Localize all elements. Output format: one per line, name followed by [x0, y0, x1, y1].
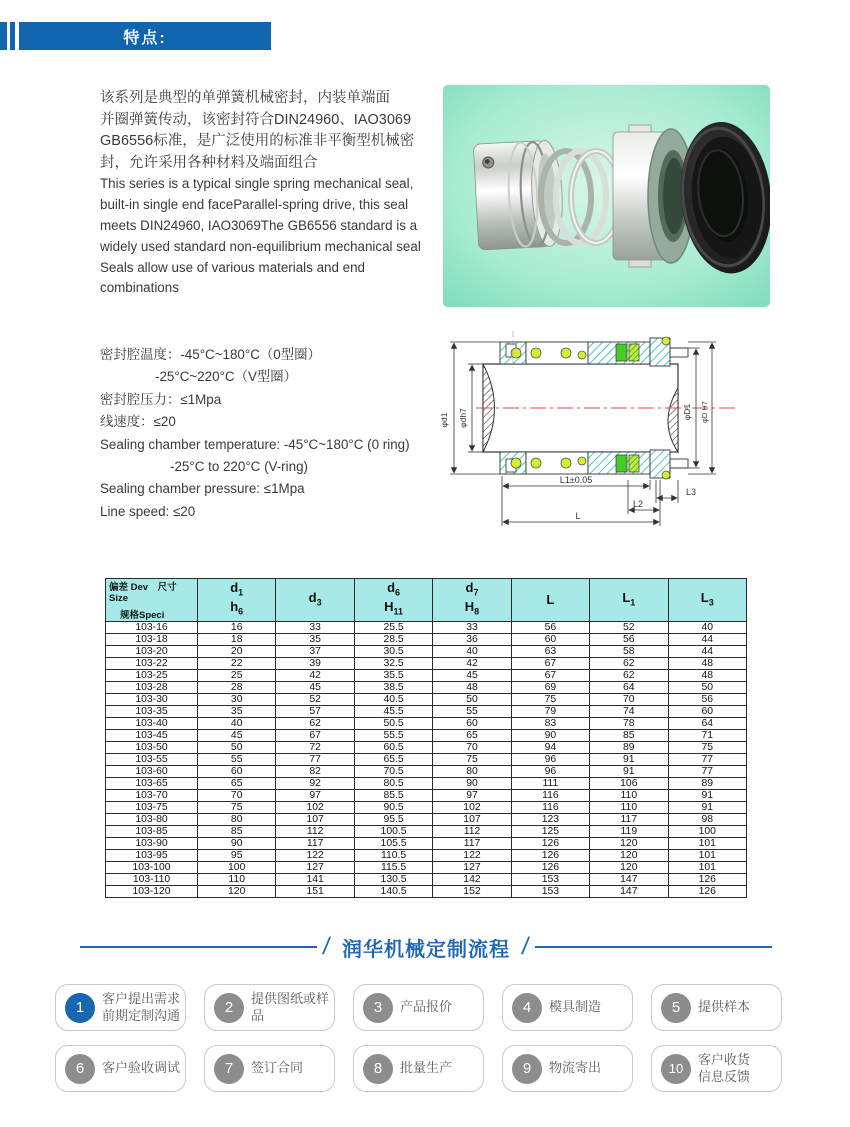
table-cell: 35.5 — [354, 670, 432, 682]
step-number-badge: 10 — [661, 1054, 691, 1084]
diagram-seal-bottom — [500, 450, 688, 479]
table-cell: 95 — [198, 850, 276, 862]
table-cell: 103-45 — [106, 730, 198, 742]
table-cell: 39 — [276, 658, 354, 670]
table-cell: 103-30 — [106, 694, 198, 706]
table-cell: 127 — [276, 862, 354, 874]
process-step-row-2 — [55, 1045, 782, 1092]
table-cell: 100.5 — [354, 826, 432, 838]
table-cell: 91 — [668, 802, 746, 814]
table-row — [106, 682, 747, 694]
table-cell: 30.5 — [354, 646, 432, 658]
process-step-7 — [204, 1045, 335, 1092]
table-row — [106, 634, 747, 646]
table-cell: 77 — [668, 754, 746, 766]
table-cell: 153 — [511, 874, 589, 886]
spec-line: Sealing chamber pressure: ≤1Mpa — [100, 481, 305, 497]
table-cell: 103-40 — [106, 718, 198, 730]
size-table — [105, 578, 747, 898]
svg-text:φD1: φD1 — [682, 403, 692, 421]
table-cell: 117 — [590, 814, 668, 826]
table-cell: 65.5 — [354, 754, 432, 766]
table-cell: 103-75 — [106, 802, 198, 814]
table-cell: 32.5 — [354, 658, 432, 670]
table-row — [106, 754, 747, 766]
description-zh-line: 封，允许采用各种材料及端面组合 — [100, 154, 318, 171]
table-column-header: $L_3$ — [668, 579, 746, 622]
table-cell: 127 — [433, 862, 511, 874]
table-cell: 101 — [668, 862, 746, 874]
step-label: 批量生产 — [400, 1060, 453, 1076]
feature-title: 特点: — [19, 22, 271, 50]
table-cell: 110.5 — [354, 850, 432, 862]
diagram-seal-top — [500, 331, 688, 368]
spec-line: -25°C~220°C（V型圈） — [155, 369, 298, 385]
table-cell: 125 — [511, 826, 589, 838]
table-cell: 117 — [276, 838, 354, 850]
description-en-line: built-in single end faceParallel-spring drive, this seal — [100, 197, 409, 213]
table-row — [106, 850, 747, 862]
table-cell: 90.5 — [354, 802, 432, 814]
table-cell: 103-50 — [106, 742, 198, 754]
table-row — [106, 790, 747, 802]
table-cell: 64 — [668, 718, 746, 730]
process-step-row-1 — [55, 984, 782, 1031]
table-row — [106, 670, 747, 682]
process-step-1 — [55, 984, 186, 1031]
table-row — [106, 718, 747, 730]
table-cell: 103-95 — [106, 850, 198, 862]
table-cell: 96 — [511, 754, 589, 766]
step-number-badge: 2 — [214, 993, 244, 1023]
spec-line: 密封腔温度：-45°C~180°C（0型圈） — [100, 347, 321, 362]
description-en-line: Seals allow use of various materials and end — [100, 259, 365, 275]
table-cell: 103-25 — [106, 670, 198, 682]
table-cell: 40 — [668, 622, 746, 634]
table-cell: 126 — [668, 886, 746, 898]
table-cell: 45 — [198, 730, 276, 742]
table-cell: 94 — [511, 742, 589, 754]
table-cell: 97 — [433, 790, 511, 802]
table-row — [106, 778, 747, 790]
table-cell: 91 — [590, 754, 668, 766]
table-cell: 80 — [433, 766, 511, 778]
table-cell: 126 — [511, 862, 589, 874]
svg-text:φd1: φd1 — [439, 412, 449, 428]
step-label: 客户收货 信息反馈 — [698, 1052, 751, 1084]
table-cell: 106 — [590, 778, 668, 790]
table-cell: 70 — [590, 694, 668, 706]
table-cell: 116 — [511, 802, 589, 814]
svg-text:L1±0.05: L1±0.05 — [559, 475, 593, 485]
divider-slash-right: / — [520, 933, 531, 960]
step-label: 提供样本 — [698, 999, 751, 1015]
table-cell: 120 — [198, 886, 276, 898]
table-row — [106, 886, 747, 898]
table-cell: 62 — [590, 658, 668, 670]
table-cell: 60 — [198, 766, 276, 778]
table-cell: 103-65 — [106, 778, 198, 790]
table-cell: 28.5 — [354, 634, 432, 646]
table-cell: 122 — [433, 850, 511, 862]
spec-list — [100, 344, 470, 523]
svg-text:L3: L3 — [686, 487, 697, 497]
table-cell: 62 — [276, 718, 354, 730]
table-column-header: $d_1$ $h_6$ — [198, 579, 276, 622]
table-row — [106, 730, 747, 742]
corner-bottom-label: 规格Speci — [120, 610, 165, 621]
table-cell: 92 — [276, 778, 354, 790]
table-cell: 58 — [590, 646, 668, 658]
table-cell: 67 — [276, 730, 354, 742]
table-cell: 97 — [276, 790, 354, 802]
table-cell: 85 — [590, 730, 668, 742]
table-row — [106, 622, 747, 634]
table-cell: 103-85 — [106, 826, 198, 838]
step-number-badge: 9 — [512, 1054, 542, 1084]
process-step-8 — [353, 1045, 484, 1092]
table-cell: 75 — [668, 742, 746, 754]
table-cell: 64 — [590, 682, 668, 694]
table-cell: 78 — [590, 718, 668, 730]
table-cell: 48 — [433, 682, 511, 694]
table-cell: 103-120 — [106, 886, 198, 898]
table-cell: 140.5 — [354, 886, 432, 898]
table-cell: 105.5 — [354, 838, 432, 850]
table-cell: 75 — [198, 802, 276, 814]
table-cell: 48 — [668, 658, 746, 670]
table-cell: 112 — [276, 826, 354, 838]
table-cell: 62 — [590, 670, 668, 682]
svg-text:φdh7: φdh7 — [458, 408, 468, 428]
table-cell: 37 — [276, 646, 354, 658]
svg-text:L: L — [575, 511, 581, 521]
table-row — [106, 658, 747, 670]
table-cell: 103-90 — [106, 838, 198, 850]
table-cell: 117 — [433, 838, 511, 850]
header-deco-block — [0, 22, 7, 50]
table-cell: 102 — [276, 802, 354, 814]
step-number-badge: 8 — [363, 1054, 393, 1084]
step-number-badge: 4 — [512, 993, 542, 1023]
table-cell: 40 — [433, 646, 511, 658]
table-cell: 111 — [511, 778, 589, 790]
table-cell: 152 — [433, 886, 511, 898]
table-cell: 103-20 — [106, 646, 198, 658]
table-cell: 70 — [433, 742, 511, 754]
process-title: 润华机械定制流程 — [342, 938, 510, 961]
table-cell: 74 — [590, 706, 668, 718]
table-row — [106, 694, 747, 706]
table-cell: 126 — [668, 874, 746, 886]
table-cell: 50.5 — [354, 718, 432, 730]
table-cell: 33 — [433, 622, 511, 634]
table-cell: 103-18 — [106, 634, 198, 646]
table-cell: 103-100 — [106, 862, 198, 874]
table-cell: 103-16 — [106, 622, 198, 634]
table-cell: 147 — [590, 874, 668, 886]
process-step-3 — [353, 984, 484, 1031]
table-cell: 40.5 — [354, 694, 432, 706]
table-cell: 82 — [276, 766, 354, 778]
table-cell: 110 — [590, 802, 668, 814]
table-cell: 18 — [198, 634, 276, 646]
table-cell: 55 — [198, 754, 276, 766]
step-number-badge: 6 — [65, 1054, 95, 1084]
table-cell: 25 — [198, 670, 276, 682]
table-cell: 116 — [511, 790, 589, 802]
table-cell: 119 — [590, 826, 668, 838]
divider-line-left — [80, 946, 317, 948]
table-row — [106, 766, 747, 778]
step-number-badge: 5 — [661, 993, 691, 1023]
table-cell: 95.5 — [354, 814, 432, 826]
table-cell: 45 — [276, 682, 354, 694]
table-cell: 110 — [590, 790, 668, 802]
table-cell: 45.5 — [354, 706, 432, 718]
table-cell: 56 — [590, 634, 668, 646]
table-cell: 60.5 — [354, 742, 432, 754]
table-column-header: $d_3$ — [276, 579, 354, 622]
technical-diagram — [438, 328, 790, 528]
table-cell: 100 — [198, 862, 276, 874]
table-cell: 96 — [511, 766, 589, 778]
table-cell: 89 — [668, 778, 746, 790]
step-number-badge: 3 — [363, 993, 393, 1023]
table-cell: 102 — [433, 802, 511, 814]
table-header-row — [106, 579, 747, 622]
step-label: 模具制造 — [549, 999, 602, 1015]
table-cell: 85.5 — [354, 790, 432, 802]
table-cell: 89 — [590, 742, 668, 754]
table-cell: 91 — [668, 790, 746, 802]
table-cell: 42 — [433, 658, 511, 670]
description-en-line: meets DIN24960, IAO3069The GB6556 standard is a — [100, 217, 418, 233]
table-cell: 60 — [668, 706, 746, 718]
table-cell: 103-110 — [106, 874, 198, 886]
svg-text:L2: L2 — [632, 499, 644, 509]
step-label: 客户验收调试 — [102, 1060, 181, 1076]
table-cell: 55 — [433, 706, 511, 718]
table-cell: 120 — [590, 862, 668, 874]
step-label: 物流寄出 — [549, 1060, 602, 1076]
process-step-4 — [502, 984, 633, 1031]
table-cell: 52 — [276, 694, 354, 706]
table-cell: 126 — [511, 838, 589, 850]
table-cell: 77 — [276, 754, 354, 766]
table-cell: 28 — [198, 682, 276, 694]
table-cell: 42 — [276, 670, 354, 682]
table-cell: 98 — [668, 814, 746, 826]
table-cell: 72 — [276, 742, 354, 754]
spec-line: 线速度：≤20 — [100, 414, 176, 430]
table-row — [106, 802, 747, 814]
table-cell: 69 — [511, 682, 589, 694]
description-zh-line: GB6556标准，是广泛使用的标准非平衡型机械密 — [100, 133, 415, 150]
table-cell: 30 — [198, 694, 276, 706]
table-cell: 110 — [198, 874, 276, 886]
divider-slash-left: / — [321, 933, 332, 960]
table-cell: 70.5 — [354, 766, 432, 778]
product-photo — [443, 85, 770, 307]
table-cell: 35 — [198, 706, 276, 718]
table-row — [106, 826, 747, 838]
process-step-10 — [651, 1045, 782, 1092]
table-column-header: $d_7$ $H_8$ — [433, 579, 511, 622]
table-row — [106, 706, 747, 718]
table-cell: 103-28 — [106, 682, 198, 694]
divider-line-right — [535, 946, 772, 948]
table-cell: 103-80 — [106, 814, 198, 826]
table-cell: 36 — [433, 634, 511, 646]
table-cell: 55.5 — [354, 730, 432, 742]
table-cell: 75 — [511, 694, 589, 706]
table-cell: 35 — [276, 634, 354, 646]
table-cell: 147 — [590, 886, 668, 898]
table-cell: 70 — [198, 790, 276, 802]
table-body — [106, 622, 747, 898]
description-en-line: widely used standard non-equilibrium mechanical seal — [100, 238, 421, 254]
table-cell: 153 — [511, 886, 589, 898]
table-column-header: L — [511, 579, 589, 622]
spec-line: -25°C to 220°C (V-ring) — [170, 459, 308, 475]
process-step-9 — [502, 1045, 633, 1092]
table-cell: 142 — [433, 874, 511, 886]
table-cell: 101 — [668, 838, 746, 850]
process-step-6 — [55, 1045, 186, 1092]
table-cell: 25.5 — [354, 622, 432, 634]
table-cell: 141 — [276, 874, 354, 886]
table-cell: 75 — [433, 754, 511, 766]
table-cell: 122 — [276, 850, 354, 862]
table-column-header: $d_6$ $H_{11}$ — [354, 579, 432, 622]
table-cell: 101 — [668, 850, 746, 862]
table-cell: 91 — [590, 766, 668, 778]
table-cell: 80 — [198, 814, 276, 826]
step-label: 签订合同 — [251, 1060, 304, 1076]
spec-line: Line speed: ≤20 — [100, 503, 196, 519]
table-cell: 103-70 — [106, 790, 198, 802]
table-cell: 151 — [276, 886, 354, 898]
step-number-badge: 7 — [214, 1054, 244, 1084]
description-en-line: combinations — [100, 280, 179, 296]
table-cell: 112 — [433, 826, 511, 838]
table-cell: 90 — [511, 730, 589, 742]
table-cell: 44 — [668, 646, 746, 658]
table-cell: 67 — [511, 670, 589, 682]
table-cell: 120 — [590, 850, 668, 862]
table-cell: 107 — [276, 814, 354, 826]
table-cell: 77 — [668, 766, 746, 778]
step-label: 提供图纸或样 品 — [251, 991, 330, 1023]
table-cell: 80.5 — [354, 778, 432, 790]
table-cell: 33 — [276, 622, 354, 634]
table-cell: 103-55 — [106, 754, 198, 766]
table-cell: 63 — [511, 646, 589, 658]
table-cell: 52 — [590, 622, 668, 634]
table-cell: 90 — [198, 838, 276, 850]
table-row — [106, 838, 747, 850]
table-cell: 60 — [511, 634, 589, 646]
table-row — [106, 742, 747, 754]
table-cell: 56 — [511, 622, 589, 634]
product-description — [100, 88, 448, 299]
table-cell: 56 — [668, 694, 746, 706]
process-step-5 — [651, 984, 782, 1031]
table-row — [106, 814, 747, 826]
table-column-header: $L_1$ — [590, 579, 668, 622]
table-cell: 45 — [433, 670, 511, 682]
table-cell: 20 — [198, 646, 276, 658]
table-cell: 38.5 — [354, 682, 432, 694]
svg-text:φD H7: φD H7 — [700, 401, 709, 423]
table-cell: 22 — [198, 658, 276, 670]
description-zh-line: 并圈弹簧传动，该密封符合DIN24960、IAO3069 — [100, 111, 412, 128]
spec-line: Sealing chamber temperature: -45°C~180°C (0 ring) — [100, 436, 410, 452]
table-cell: 103-35 — [106, 706, 198, 718]
table-cell: 60 — [433, 718, 511, 730]
table-cell: 65 — [198, 778, 276, 790]
process-divider — [80, 933, 772, 961]
table-cell: 44 — [668, 634, 746, 646]
table-cell: 50 — [668, 682, 746, 694]
table-cell: 71 — [668, 730, 746, 742]
description-en-line: This series is a typical single spring mechanical seal, — [100, 176, 414, 192]
table-cell: 130.5 — [354, 874, 432, 886]
step-label: 产品报价 — [400, 999, 453, 1015]
table-row — [106, 862, 747, 874]
table-cell: 103-60 — [106, 766, 198, 778]
table-cell: 16 — [198, 622, 276, 634]
table-cell: 48 — [668, 670, 746, 682]
table-cell: 50 — [433, 694, 511, 706]
table-cell: 103-22 — [106, 658, 198, 670]
table-corner-cell — [106, 579, 198, 622]
process-step-2 — [204, 984, 335, 1031]
table-cell: 100 — [668, 826, 746, 838]
table-cell: 126 — [511, 850, 589, 862]
table-cell: 90 — [433, 778, 511, 790]
table-cell: 57 — [276, 706, 354, 718]
feature-header — [0, 22, 271, 50]
table-cell: 123 — [511, 814, 589, 826]
corner-top-label: 偏差 Dev 尺寸 Size — [109, 582, 177, 604]
step-number-badge: 1 — [65, 993, 95, 1023]
table-cell: 120 — [590, 838, 668, 850]
table-cell: 85 — [198, 826, 276, 838]
table-cell: 79 — [511, 706, 589, 718]
step-label: 客户提出需求 前期定制沟通 — [102, 991, 181, 1023]
table-cell: 67 — [511, 658, 589, 670]
table-cell: 40 — [198, 718, 276, 730]
table-row — [106, 874, 747, 886]
description-zh-line: 该系列是典型的单弹簧机械密封，内装单端面 — [100, 90, 390, 106]
table-cell: 50 — [198, 742, 276, 754]
spec-line: 密封腔压力：≤1Mpa — [100, 391, 222, 407]
table-cell: 115.5 — [354, 862, 432, 874]
table-cell: 83 — [511, 718, 589, 730]
table-cell: 107 — [433, 814, 511, 826]
table-row — [106, 646, 747, 658]
table-cell: 65 — [433, 730, 511, 742]
